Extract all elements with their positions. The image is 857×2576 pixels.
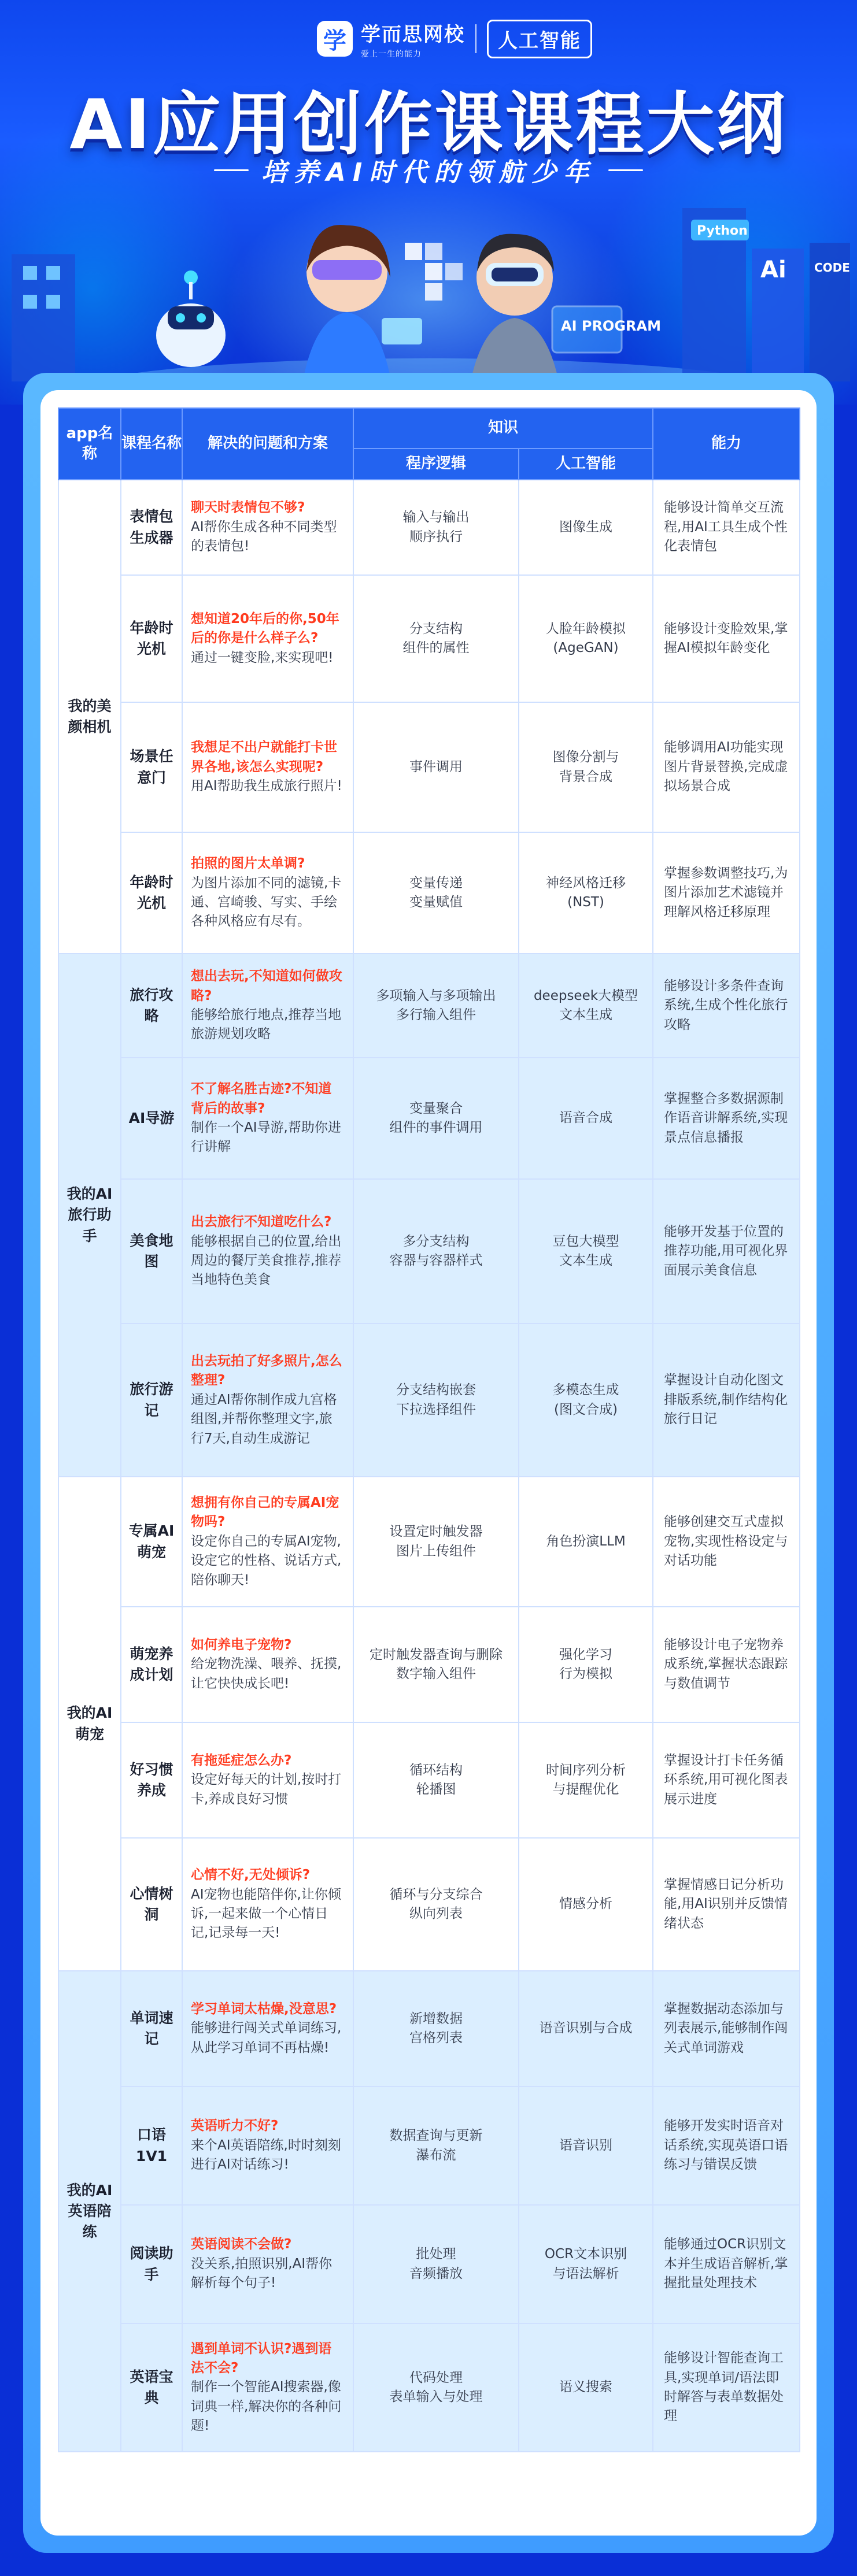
table-row bbox=[58, 2323, 800, 2452]
ability-cell: 掌握情感日记分析功能,用AI识别并反馈情绪状态 bbox=[653, 1838, 800, 1971]
brand-text bbox=[361, 18, 465, 60]
problem-solution: 为图片添加不同的滤镜,卡通、宫崎骏、写实、手绘各种风格应有尽有。 bbox=[191, 875, 342, 929]
program-logic-line: 多行输入组件 bbox=[396, 1007, 476, 1022]
course-name-cell: 表情包生成器 bbox=[121, 480, 182, 575]
ability-cell: 能够调用AI功能实现图片背景替换,完成虚拟场景合成 bbox=[653, 702, 800, 832]
problem-cell bbox=[182, 1838, 353, 1971]
app-name-cell: 我的AI旅行助手 bbox=[58, 954, 121, 1477]
program-logic-line: 循环与分支综合 bbox=[389, 1886, 483, 1902]
problem-question: 我想足不出户就能打卡世界各地,该怎么实现呢? bbox=[191, 740, 337, 774]
ability-cell: 掌握数据动态添加与列表展示,能够制作闯关式单词游戏 bbox=[653, 1971, 800, 2086]
app-group bbox=[58, 1971, 800, 2452]
ai-knowledge-cell bbox=[519, 1971, 653, 2086]
program-logic-cell bbox=[353, 954, 519, 1058]
table-row bbox=[58, 1477, 800, 1607]
ai-knowledge-line: 时间序列分析 bbox=[546, 1762, 626, 1778]
course-name-cell: 旅行攻略 bbox=[121, 954, 182, 1058]
app-name-cell: 我的AI萌宠 bbox=[58, 1477, 121, 1971]
program-logic-cell bbox=[353, 832, 519, 954]
ai-knowledge-cell bbox=[519, 575, 653, 702]
problem-solution: AI帮你生成各种不同类型的表情包! bbox=[191, 519, 337, 554]
problem-cell bbox=[182, 832, 353, 954]
ability-cell: 掌握整合多数据源制作语音讲解系统,实现景点信息播报 bbox=[653, 1058, 800, 1179]
problem-cell bbox=[182, 575, 353, 702]
course-name-cell: 萌宠养成计划 bbox=[121, 1607, 182, 1722]
program-logic-line: 变量聚合 bbox=[409, 1100, 463, 1116]
program-logic-cell bbox=[353, 1477, 519, 1607]
course-name-cell: 场景任意门 bbox=[121, 702, 182, 832]
ability-cell: 能够创建交互式虚拟宠物,实现性格设定与对话功能 bbox=[653, 1477, 800, 1607]
problem-question: 遇到单词不认识?遇到语法不会? bbox=[191, 2341, 332, 2375]
ai-knowledge-line: 图像生成 bbox=[559, 519, 612, 535]
ai-knowledge-line: 语音识别 bbox=[559, 2137, 612, 2153]
problem-question: 想拥有你自己的专属AI宠物吗? bbox=[191, 1495, 339, 1530]
ai-knowledge-line: OCR文本识别 bbox=[544, 2247, 627, 2262]
page-title: AI应用创作课课程大纲 bbox=[69, 84, 788, 164]
table-row bbox=[58, 1058, 800, 1179]
python-sign-label: Python bbox=[697, 224, 748, 238]
app-name-cell: 我的美颜相机 bbox=[58, 480, 121, 954]
program-logic-line: 批处理 bbox=[416, 2247, 456, 2262]
program-logic-cell bbox=[353, 2086, 519, 2205]
syllabus-card bbox=[40, 390, 817, 2536]
logo-divider bbox=[475, 24, 476, 53]
ai-knowledge-line: 多模态生成 bbox=[552, 1382, 619, 1398]
problem-solution: 能够进行闯关式单词练习,从此学习单词不再枯燥! bbox=[191, 2021, 342, 2055]
brand-slogan: 爱上一生的能力 bbox=[361, 49, 422, 59]
ai-knowledge-line: 行为模拟 bbox=[559, 1666, 612, 1681]
ai-knowledge-cell bbox=[519, 702, 653, 832]
program-logic-line: 新增数据 bbox=[409, 2011, 463, 2026]
problem-question: 出去玩拍了好多照片,怎么整理? bbox=[191, 1354, 342, 1388]
header-program-logic: 程序逻辑 bbox=[353, 449, 519, 480]
table-row bbox=[58, 1722, 800, 1838]
program-logic-line: 数字输入组件 bbox=[396, 1666, 476, 1681]
ai-knowledge-cell bbox=[519, 832, 653, 954]
program-sign-label: AI PROGRAM bbox=[561, 318, 661, 334]
app-group bbox=[58, 1477, 800, 1971]
table-row bbox=[58, 1607, 800, 1722]
problem-cell bbox=[182, 2086, 353, 2205]
problem-cell bbox=[182, 1477, 353, 1607]
problem-question: 想出去玩,不知道如何做攻略? bbox=[191, 969, 342, 1003]
program-logic-cell bbox=[353, 702, 519, 832]
program-logic-line: 变量赋值 bbox=[409, 895, 463, 910]
program-logic-line: 定时触发器查询与删除 bbox=[370, 1647, 503, 1662]
table-row bbox=[58, 2205, 800, 2323]
header-problem: 解决的问题和方案 bbox=[182, 408, 353, 480]
problem-question: 不了解名胜古迹?不知道背后的故事? bbox=[191, 1081, 332, 1116]
program-logic-line: 音频播放 bbox=[409, 2266, 463, 2281]
table-row bbox=[58, 702, 800, 832]
ability-cell: 能够设计多条件查询系统,生成个性化旅行攻略 bbox=[653, 954, 800, 1058]
program-logic-cell bbox=[353, 2205, 519, 2323]
ai-knowledge-cell bbox=[519, 1058, 653, 1179]
program-logic-line: 多分支结构 bbox=[402, 1233, 470, 1249]
table-row bbox=[58, 480, 800, 575]
ability-cell: 能够设计智能查询工具,实现单词/语法即时解答与表单数据处理 bbox=[653, 2323, 800, 2452]
ai-knowledge-line: 文本生成 bbox=[559, 1253, 612, 1268]
problem-cell bbox=[182, 702, 353, 832]
page-subtitle: 培养AI时代的领航少年 bbox=[261, 158, 596, 187]
program-logic-line: 数据查询与更新 bbox=[389, 2128, 483, 2144]
header-ai: 人工智能 bbox=[519, 449, 653, 480]
problem-solution: AI宠物也能陪伴你,让你倾诉,一起来做一个心情日记,记录每一天! bbox=[191, 1886, 341, 1941]
ai-knowledge-cell bbox=[519, 480, 653, 575]
ai-knowledge-line: 情感分析 bbox=[559, 1896, 612, 1912]
course-name-cell: 口语1V1 bbox=[121, 2086, 182, 2205]
problem-question: 拍照的图片太单调? bbox=[191, 856, 305, 872]
program-logic-cell bbox=[353, 575, 519, 702]
syllabus-frame bbox=[23, 373, 834, 2553]
problem-question: 如何养电子宠物? bbox=[191, 1637, 292, 1652]
ai-knowledge-line: (图文合成) bbox=[554, 1402, 618, 1417]
problem-cell bbox=[182, 2323, 353, 2452]
header-app-name: app名称 bbox=[58, 408, 121, 480]
problem-question: 心情不好,无处倾诉? bbox=[191, 1867, 311, 1883]
subtitle-row bbox=[0, 151, 857, 188]
program-logic-cell bbox=[353, 1058, 519, 1179]
ai-knowledge-line: 角色扮演LLM bbox=[546, 1533, 626, 1549]
problem-cell bbox=[182, 1179, 353, 1324]
right-city-icon bbox=[682, 208, 850, 381]
ai-knowledge-line: 背景合成 bbox=[559, 769, 612, 784]
program-logic-cell bbox=[353, 2323, 519, 2452]
table-row bbox=[58, 1179, 800, 1324]
ai-knowledge-line: 豆包大模型 bbox=[552, 1233, 619, 1249]
program-logic-line: 多项输入与多项输出 bbox=[376, 988, 496, 1003]
problem-solution: 用AI帮助我生成旅行照片! bbox=[191, 779, 342, 794]
program-logic-line: 输入与输出 bbox=[402, 510, 470, 525]
problem-solution: 没关系,拍照识别,AI帮你解析每个句子! bbox=[191, 2256, 333, 2291]
program-logic-line: 下拉选择组件 bbox=[396, 1402, 476, 1417]
problem-cell bbox=[182, 1058, 353, 1179]
ai-knowledge-line: deepseek大模型 bbox=[533, 988, 638, 1003]
course-name-cell: 美食地图 bbox=[121, 1179, 182, 1324]
program-logic-line: 组件的事件调用 bbox=[389, 1120, 483, 1135]
table-row bbox=[58, 1324, 800, 1477]
ai-knowledge-cell bbox=[519, 1324, 653, 1477]
problem-cell bbox=[182, 954, 353, 1058]
problem-solution: 制作一个智能AI搜索器,像词典一样,解决你的各种问题! bbox=[191, 2379, 342, 2434]
program-logic-line: 变量传递 bbox=[409, 875, 463, 891]
ai-knowledge-line: 与语法解析 bbox=[552, 2266, 619, 2281]
table-row bbox=[58, 2086, 800, 2205]
problem-cell bbox=[182, 1722, 353, 1838]
hologram-icon bbox=[405, 243, 463, 301]
hero-banner bbox=[0, 0, 857, 405]
program-logic-line: 组件的属性 bbox=[402, 640, 470, 655]
left-city-icon bbox=[12, 254, 75, 381]
program-logic-line: 分支结构嵌套 bbox=[396, 1382, 476, 1398]
table-row bbox=[58, 832, 800, 954]
ability-cell: 能够设计变脸效果,掌握AI模拟年龄变化 bbox=[653, 575, 800, 702]
ai-knowledge-line: 语音识别与合成 bbox=[539, 2021, 633, 2036]
header-knowledge: 知识 bbox=[353, 408, 653, 449]
ai-knowledge-line: (NST) bbox=[567, 895, 604, 910]
course-name-cell: 阅读助手 bbox=[121, 2205, 182, 2323]
course-name-cell: 英语宝典 bbox=[121, 2323, 182, 2452]
ability-cell: 能够开发实时语音对话系统,实现英语口语练习与错误反馈 bbox=[653, 2086, 800, 2205]
program-logic-line: 分支结构 bbox=[409, 621, 463, 636]
problem-question: 英语阅读不会做? bbox=[191, 2237, 292, 2252]
program-logic-cell bbox=[353, 1722, 519, 1838]
program-logic-line: 设置定时触发器 bbox=[389, 1524, 483, 1540]
program-logic-line: 图片上传组件 bbox=[396, 1543, 476, 1559]
problem-cell bbox=[182, 2205, 353, 2323]
course-name-cell: 年龄时光机 bbox=[121, 832, 182, 954]
table-row bbox=[58, 575, 800, 702]
problem-cell bbox=[182, 1971, 353, 2086]
category-badge: 人工智能 bbox=[487, 20, 592, 58]
program-logic-line: 事件调用 bbox=[409, 759, 463, 774]
program-logic-cell bbox=[353, 480, 519, 575]
problem-question: 英语听力不好? bbox=[191, 2118, 279, 2134]
problem-question: 学习单词太枯燥,没意思? bbox=[191, 2001, 337, 2017]
app-group bbox=[58, 480, 800, 954]
problem-solution: 设定好每天的计划,按时打卡,养成良好习惯 bbox=[191, 1772, 342, 1807]
course-name-cell: 好习惯养成 bbox=[121, 1722, 182, 1838]
program-logic-cell bbox=[353, 1838, 519, 1971]
ai-knowledge-cell bbox=[519, 1607, 653, 1722]
problem-solution: 制作一个AI导游,帮助你进行讲解 bbox=[191, 1120, 341, 1155]
hero-illustration bbox=[0, 185, 857, 405]
ability-cell: 能够开发基于位置的推荐功能,用可视化界面展示美食信息 bbox=[653, 1179, 800, 1324]
problem-solution: 通过AI帮你制作成九宫格组图,并帮你整理文字,旅行7天,自动生成游记 bbox=[191, 1392, 337, 1446]
course-name-cell: 心情树洞 bbox=[121, 1838, 182, 1971]
problem-question: 有拖延症怎么办? bbox=[191, 1752, 292, 1768]
problem-solution: 给宠物洗澡、喂养、抚摸,让它快快成长吧! bbox=[191, 1656, 342, 1691]
brand-logo[interactable] bbox=[317, 17, 592, 60]
ability-cell: 掌握设计自动化图文排版系统,制作结构化旅行日记 bbox=[653, 1324, 800, 1477]
program-logic-cell bbox=[353, 1179, 519, 1324]
brand-logo-icon: 学 bbox=[317, 21, 353, 57]
header-ability: 能力 bbox=[653, 408, 800, 480]
subtitle-line-right bbox=[608, 169, 643, 171]
ability-cell: 掌握设计打卡任务循环系统,用可视化图表展示进度 bbox=[653, 1722, 800, 1838]
robot-icon bbox=[156, 270, 226, 367]
ai-knowledge-cell bbox=[519, 1838, 653, 1971]
program-logic-line: 表单输入与处理 bbox=[389, 2389, 483, 2404]
syllabus-table bbox=[58, 407, 800, 2452]
hero-scene-svg bbox=[0, 185, 857, 405]
course-name-cell: 旅行游记 bbox=[121, 1324, 182, 1477]
program-logic-line: 轮播图 bbox=[416, 1782, 456, 1797]
ability-cell: 掌握参数调整技巧,为图片添加艺术滤镜并理解风格迁移原理 bbox=[653, 832, 800, 954]
program-logic-line: 顺序执行 bbox=[409, 529, 463, 544]
ai-knowledge-line: (AgeGAN) bbox=[553, 640, 619, 655]
table-header bbox=[58, 408, 800, 480]
problem-cell bbox=[182, 1607, 353, 1722]
problem-solution: 设定你自己的专属AI宠物,设定它的性格、说话方式,陪你聊天! bbox=[191, 1533, 342, 1588]
table-row bbox=[58, 1838, 800, 1971]
problem-question: 出去旅行不知道吃什么? bbox=[191, 1214, 332, 1230]
header-course-name: 课程名称 bbox=[121, 408, 182, 480]
brand-name: 学而思网校 bbox=[361, 23, 465, 46]
problem-solution: 能够根据自己的位置,给出周边的餐厅美食推荐,推荐当地特色美食 bbox=[191, 1233, 342, 1288]
problem-cell bbox=[182, 1324, 353, 1477]
program-logic-line: 容器与容器样式 bbox=[389, 1253, 483, 1268]
ai-knowledge-cell bbox=[519, 1722, 653, 1838]
course-name-cell: 单词速记 bbox=[121, 1971, 182, 2086]
ai-knowledge-line: 文本生成 bbox=[559, 1007, 612, 1022]
problem-question: 聊天时表情包不够? bbox=[191, 500, 305, 516]
code-sign-label: CODE bbox=[814, 261, 850, 275]
ai-knowledge-line: 神经风格迁移 bbox=[546, 875, 626, 891]
course-name-cell: 年龄时光机 bbox=[121, 575, 182, 702]
course-name-cell: AI导游 bbox=[121, 1058, 182, 1179]
program-logic-line: 代码处理 bbox=[409, 2370, 463, 2385]
ai-knowledge-cell bbox=[519, 2086, 653, 2205]
program-logic-cell bbox=[353, 1324, 519, 1477]
problem-solution: 通过一键变脸,来实现吧! bbox=[191, 650, 334, 665]
problem-question: 想知道20年后的你,50年后的你是什么样子么? bbox=[191, 611, 339, 646]
program-logic-line: 纵向列表 bbox=[409, 1906, 463, 1921]
course-name-cell: 专属AI萌宠 bbox=[121, 1477, 182, 1607]
ai-knowledge-cell bbox=[519, 1179, 653, 1324]
ai-knowledge-line: 强化学习 bbox=[559, 1647, 612, 1662]
ability-cell: 能够设计电子宠物养成系统,掌握状态跟踪与数值调节 bbox=[653, 1607, 800, 1722]
ai-knowledge-line: 图像分割与 bbox=[552, 750, 619, 765]
app-group bbox=[58, 954, 800, 1477]
ai-knowledge-cell bbox=[519, 1477, 653, 1607]
subtitle-line-left bbox=[214, 169, 249, 171]
problem-solution: 能够给旅行地点,推荐当地旅游规划攻略 bbox=[191, 1007, 342, 1042]
problem-cell bbox=[182, 480, 353, 575]
ai-knowledge-cell bbox=[519, 2323, 653, 2452]
ai-knowledge-line: 与提醒优化 bbox=[552, 1782, 619, 1797]
problem-solution: 来个AI英语陪练,时时刻刻进行AI对话练习! bbox=[191, 2137, 341, 2173]
table-row bbox=[58, 1971, 800, 2086]
program-logic-line: 瀑布流 bbox=[416, 2147, 456, 2163]
ability-cell: 能够通过OCR识别文本并生成语音解析,掌握批量处理技术 bbox=[653, 2205, 800, 2323]
ai-knowledge-cell bbox=[519, 2205, 653, 2323]
ai-knowledge-cell bbox=[519, 954, 653, 1058]
program-logic-cell bbox=[353, 1607, 519, 1722]
ai-knowledge-line: 语音合成 bbox=[559, 1110, 612, 1126]
ai-knowledge-line: 语义搜索 bbox=[559, 2379, 612, 2395]
app-name-cell: 我的AI英语陪练 bbox=[58, 1971, 121, 2452]
program-logic-line: 循环结构 bbox=[409, 1762, 463, 1778]
ai-knowledge-line: 人脸年龄模拟 bbox=[546, 621, 626, 636]
ai-sign-label: Ai bbox=[760, 257, 786, 283]
program-logic-cell bbox=[353, 1971, 519, 2086]
program-logic-line: 宫格列表 bbox=[409, 2030, 463, 2045]
table-row bbox=[58, 954, 800, 1058]
ability-cell: 能够设计简单交互流程,用AI工具生成个性化表情包 bbox=[653, 480, 800, 575]
